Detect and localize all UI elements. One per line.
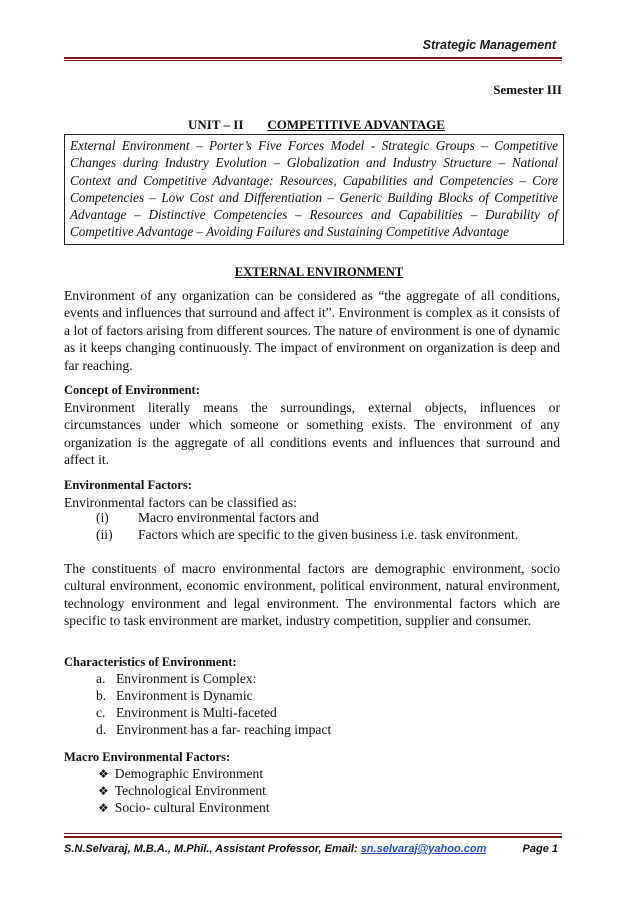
page-number: Page 1 xyxy=(522,843,558,855)
concept-heading: Concept of Environment: xyxy=(64,383,200,397)
header-rule xyxy=(64,57,562,59)
running-header-title: Strategic Management xyxy=(422,38,556,52)
header-rule-thin xyxy=(64,60,562,61)
footer-author-text: S.N.Selvaraj, M.B.A., M.Phil., Assistant Professor, Email: xyxy=(64,843,361,855)
macro-heading: Macro Environmental Factors: xyxy=(64,750,231,764)
diamond-bullet-icon: ❖ xyxy=(98,801,109,815)
list-item-text: Environment is Complex: xyxy=(116,671,257,686)
syllabus-box: External Environment – Porter’s Five Forces Model - Strategic Groups – Competitive Changes during Industry Evolution – Globalization and Industry Structure – National Context and Competitive Advantage: Resources, Capabilities and Competencies – Core Competencies – Low Cost and Differentiation – Generic Building Blocks of Competitive Advantage – Distinctive Competencies – Resources and Capabilities – Durability of Competitive Advantage – Avoiding Failures and Sustaining Competitive Advantage xyxy=(64,134,564,245)
semester-label: Semester III xyxy=(493,82,562,97)
unit-number: UNIT – II xyxy=(188,117,244,132)
list-marker: c. xyxy=(96,705,106,720)
list-item xyxy=(96,510,319,526)
unit-title: COMPETITIVE ADVANTAGE xyxy=(267,117,445,132)
concept-paragraph: Environment literally means the surroundings, external objects, influences or circumstances under which someone or something exists. The environment of any organization is the aggregate of all conditions events and influences that surround and affect it. xyxy=(64,400,560,468)
factors-lead: Environmental factors can be classified as: xyxy=(64,495,297,510)
factors-heading: Environmental Factors: xyxy=(64,478,192,492)
list-marker: b. xyxy=(96,688,107,703)
list-item xyxy=(98,766,263,782)
list-item-text: Socio- cultural Environment xyxy=(114,800,270,815)
list-item-text: Demographic Environment xyxy=(114,766,264,781)
characteristics-heading: Characteristics of Environment: xyxy=(64,655,237,669)
factors-paragraph: The constituents of macro environmental factors are demographic environment, socio cultural environment, economic environment, political environment, natural environment, technology environment and legal environment. The environmental factors which are specific to task environment are market, industry competition, supplier and consumer. xyxy=(64,561,560,629)
list-item-text: Environment is Multi-faceted xyxy=(116,705,277,720)
list-item xyxy=(98,783,266,799)
unit-heading xyxy=(188,117,445,133)
list-marker: d. xyxy=(96,722,107,737)
footer-author xyxy=(64,843,486,855)
footer-rule xyxy=(64,836,562,838)
list-marker: a. xyxy=(96,671,106,686)
email-link[interactable]: sn.selvaraj@yahoo.com xyxy=(360,843,487,855)
intro-paragraph: Environment of any organization can be considered as “the aggregate of all conditions, events and influences that surround and affect it”. Environment is complex as it consists of a lot of factors arising from different sources. The nature of environment is one of dynamic as it keeps changing continuously. The impact of environment on organization is deep and far reaching. xyxy=(64,288,560,373)
footer-rule-thin xyxy=(64,833,562,834)
list-item-text: Macro environmental factors and xyxy=(138,510,319,525)
diamond-bullet-icon: ❖ xyxy=(98,784,109,798)
list-item xyxy=(96,527,518,543)
list-marker: (i) xyxy=(96,510,109,525)
list-item-text: Factors which are specific to the given business i.e. task environment. xyxy=(138,527,519,542)
list-marker: (ii) xyxy=(96,527,113,542)
list-item xyxy=(96,688,253,704)
list-item xyxy=(96,722,331,738)
list-item xyxy=(96,705,277,721)
list-item-text: Environment is Dynamic xyxy=(116,688,253,703)
diamond-bullet-icon: ❖ xyxy=(98,767,109,781)
list-item-text: Technological Environment xyxy=(114,783,266,798)
list-item-text: Environment has a far- reaching impact xyxy=(116,722,332,737)
list-item xyxy=(98,800,270,816)
list-item xyxy=(96,671,256,687)
section-title: EXTERNAL ENVIRONMENT xyxy=(234,265,404,279)
